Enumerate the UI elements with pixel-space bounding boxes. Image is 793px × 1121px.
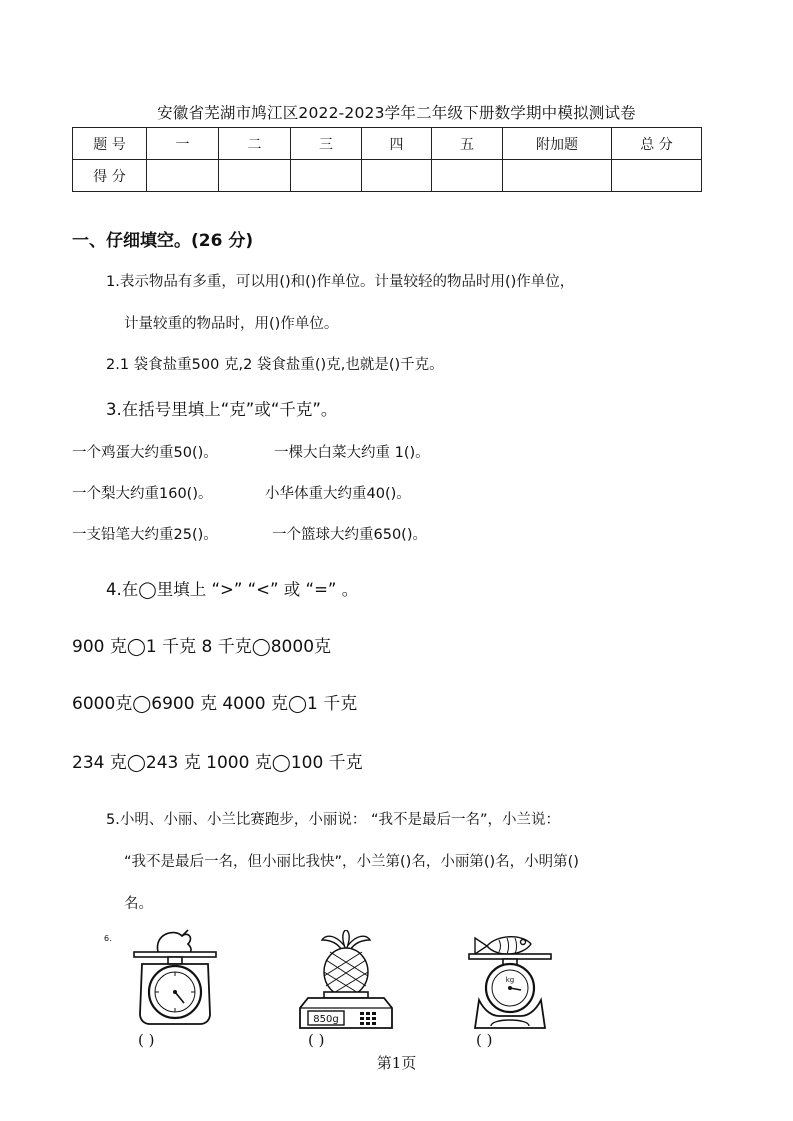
table-cell: 得 分 (73, 160, 147, 192)
answer-blank[interactable]: ( ) (308, 1031, 325, 1049)
question-3-item: 一个鸡蛋大约重50()。 (72, 445, 218, 461)
table-cell: 一 (147, 128, 219, 160)
score-table-score-row (73, 160, 702, 192)
score-table (72, 127, 702, 192)
score-cell[interactable] (612, 160, 702, 192)
question-5-line-3: 名。 (124, 896, 153, 912)
score-cell[interactable] (432, 160, 503, 192)
table-cell: 四 (362, 128, 432, 160)
question-3-item: 一个篮球大约重650()。 (272, 527, 427, 543)
question-5-line-1: 5.小明、小丽、小兰比赛跑步，小丽说： “我不是最后一名”，小兰说： (106, 812, 560, 828)
question-1-line-1: 1.表示物品有多重，可以用()和()作单位。计量较轻的物品时用()作单位， (106, 274, 575, 290)
fish-icon (475, 937, 531, 954)
table-cell: 总 分 (612, 128, 702, 160)
question-4-row: 6000克◯6900 克 4000 克◯1 千克 (72, 694, 358, 714)
question-5-line-2: “我不是最后一名，但小丽比我快”，小兰第()名，小丽第()名，小明第() (124, 854, 579, 870)
score-table-header-row (73, 128, 702, 160)
table-cell: 五 (432, 128, 503, 160)
pineapple-icon (322, 930, 370, 996)
table-cell: 附加题 (503, 128, 612, 160)
fish-scale-illustration (465, 930, 555, 1032)
scale-unit-label: kg (505, 976, 515, 984)
page-title: 安徽省芜湖市鸠江区2022-2023学年二年级下册数学期中模拟测试卷 (157, 104, 636, 122)
score-cell[interactable] (362, 160, 432, 192)
page-number: 第1页 (376, 1054, 417, 1072)
pear-icon (157, 930, 191, 954)
score-cell[interactable] (147, 160, 219, 192)
score-cell[interactable] (219, 160, 291, 192)
question-3-item: 小华体重大约重40()。 (265, 486, 411, 502)
scale-display-reading: 850g (313, 1014, 339, 1025)
table-cell: 题 号 (73, 128, 147, 160)
table-cell: 三 (291, 128, 362, 160)
score-cell[interactable] (291, 160, 362, 192)
question-4-stem: 4.在◯里填上 “>” “<” 或 “=” 。 (106, 580, 359, 599)
section-heading: 一、仔细填空。(26 分) (72, 231, 254, 251)
question-2: 2.1 袋食盐重500 克,2 袋食盐重()克,也就是()千克。 (106, 357, 444, 373)
question-6-number: 6. (104, 934, 112, 943)
question-3-item: 一棵大白菜大约重 1()。 (274, 445, 430, 461)
answer-blank[interactable]: ( ) (138, 1031, 155, 1049)
table-cell: 二 (219, 128, 291, 160)
question-4-row: 900 克◯1 千克 8 千克◯8000克 (72, 637, 332, 657)
score-cell[interactable] (503, 160, 612, 192)
question-3-stem: 3.在括号里填上“克”或“千克”。 (106, 400, 338, 419)
answer-blank[interactable]: ( ) (476, 1031, 493, 1049)
question-1-line-2: 计量较重的物品时，用()作单位。 (124, 316, 339, 332)
question-4-row: 234 克◯243 克 1000 克◯100 千克 (72, 753, 363, 773)
pineapple-scale-illustration (296, 930, 396, 1032)
question-3-item: 一支铅笔大约重25()。 (72, 527, 218, 543)
question-3-item: 一个梨大约重160()。 (72, 486, 213, 502)
pear-scale-illustration (130, 928, 220, 1030)
